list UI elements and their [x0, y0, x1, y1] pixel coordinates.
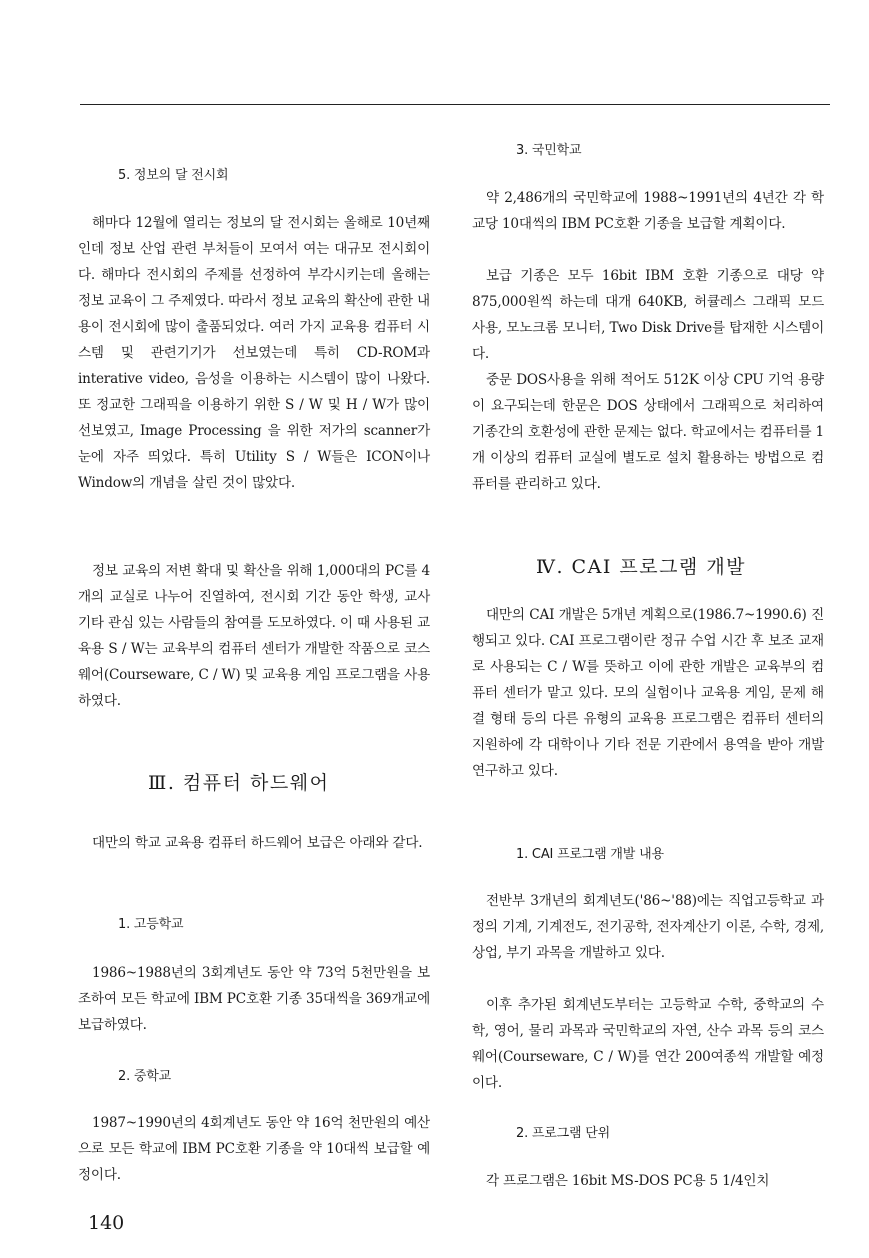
heading-cai-content: 1. CAI 프로그램 개발 내용: [516, 847, 664, 862]
paragraph-cai-later-phase: 이후 추가된 회계년도부터는 고등학교 수학, 중학교의 수학, 영어, 물리 과목과 국민학교의 자연, 산수 과목 등의 코스웨어(Courseware, C / W)를 연간 200여종씩 개발할 예정이다.: [472, 997, 824, 1091]
heading-program-unit: 2. 프로그램 단위: [516, 1126, 611, 1141]
paragraph-program-unit: 각 프로그램은 16bit MS-DOS PC용 5 1/4인치: [486, 1173, 770, 1189]
paragraph-high-school: 1986~1988년의 3회계년도 동안 약 73억 5천만원을 보조하여 모든 학교에 IBM PC호환 기종 35대씩을 369개교에 보급하였다.: [78, 965, 430, 1033]
paragraph-middle-school: 1987~1990년의 4회계년도 동안 약 16억 천만원의 예산으로 모든 학교에 IBM PC호환 기종을 약 10대씩 보급할 예정이다.: [78, 1115, 430, 1183]
section-title-cai: Ⅳ. CAI 프로그램 개발: [536, 556, 747, 578]
paragraph-cai-intro: 대만의 CAI 개발은 5개년 계획으로(1986.7~1990.6) 진행되고 있다. CAI 프로그램이란 정규 수업 시간 후 보조 교재로 사용되는 C / W를 뜻하고 이에 관한 개발은 교육부의 컴퓨터 센터가 맡고 있다. 모의 실험이나 교육용 게임, 문제 해결 형태 등의 다른 유형의 교육용 프로그램은 컴퓨터 센터의 지원하에 각 대학이나 기타 전문 기관에서 용역을 받아 개발 연구하고 있다.: [472, 607, 824, 779]
heading-high-school: 1. 고등학교: [118, 917, 184, 932]
paragraph-hardware-intro: 대만의 학교 교육용 컴퓨터 하드웨어 보급은 아래와 같다.: [92, 835, 423, 851]
paragraph-exhibition-intro: 해마다 12월에 열리는 정보의 달 전시회는 올해로 10년째인데 정보 산업 관련 부처들이 모여서 여는 대규모 전시회이다. 해마다 전시회의 주제를 선정하여 부각시키는데 올해는 정보 교육이 그 주제였다. 따라서 정보 교육의 확산에 관한 내용이 전시회에 많이 출품되었다. 여러 가지 교육용 컴퓨터 시스템 및 관련기기가 선보였는데 특히 CD-ROM과 interative video, 음성을 이용하는 시스템이 많이 나왔다. 또 정교한 그래픽을 이용하기 위한 S / W 및 H / W가 많이 선보였고, Image Processing 을 위한 저가의 scanner가 눈에 자주 띄었다. 특히 Utility S / W들은 ICON이나 Window의 개념을 살린 것이 많았다.: [78, 215, 430, 491]
paragraph-elementary-models: 보급 기종은 모두 16bit IBM 호환 기종으로 대당 약 875,000원씩 하는데 대개 640KB, 허큘레스 그래픽 모드 사용, 모노크롬 모니터, Two Disk Drive를 탑재한 시스템이다.: [472, 268, 824, 362]
heading-elementary-school: 3. 국민학교: [516, 143, 582, 158]
paragraph-exhibition-pcs: 정보 교육의 저변 확대 및 확산을 위해 1,000대의 PC를 4개의 교실로 나누어 진열하여, 전시회 기간 동안 학생, 교사 기타 관심 있는 사람들의 참여를 도모하였다. 이 때 사용된 교육용 S / W는 교육부의 컴퓨터 센터가 개발한 작품으로 코스웨어(Courseware, C / W) 및 교육용 게임 프로그램을 사용하였다.: [78, 563, 430, 709]
section-title-hardware: Ⅲ. 컴퓨터 하드웨어: [148, 772, 330, 794]
heading-info-month-exhibition: 5. 정보의 달 전시회: [118, 168, 229, 183]
page-number: 140: [88, 1212, 125, 1234]
header-rule: [80, 104, 830, 105]
paragraph-elementary-plan: 약 2,486개의 국민학교에 1988~1991년의 4년간 각 학교당 10대씩의 IBM PC호환 기종을 보급할 계획이다.: [472, 190, 824, 232]
heading-middle-school: 2. 중학교: [118, 1069, 172, 1084]
paragraph-cai-first-phase: 전반부 3개년의 회계년도('86~'88)에는 직업고등학교 과정의 기계, 기계전도, 전기공학, 전자계산기 이론, 수학, 경제, 상업, 부기 과목을 개발하고 있다.: [472, 893, 824, 961]
paragraph-elementary-dos: 중문 DOS사용을 위해 적어도 512K 이상 CPU 기억 용량이 요구되는데 한문은 DOS 상태에서 그래픽으로 처리하여 기종간의 호환성에 관한 문제는 없다. 학교에서는 컴퓨터를 1개 이상의 컴퓨터 교실에 별도로 설치 활용하는 방법으로 컴퓨터를 관리하고 있다.: [472, 372, 824, 492]
